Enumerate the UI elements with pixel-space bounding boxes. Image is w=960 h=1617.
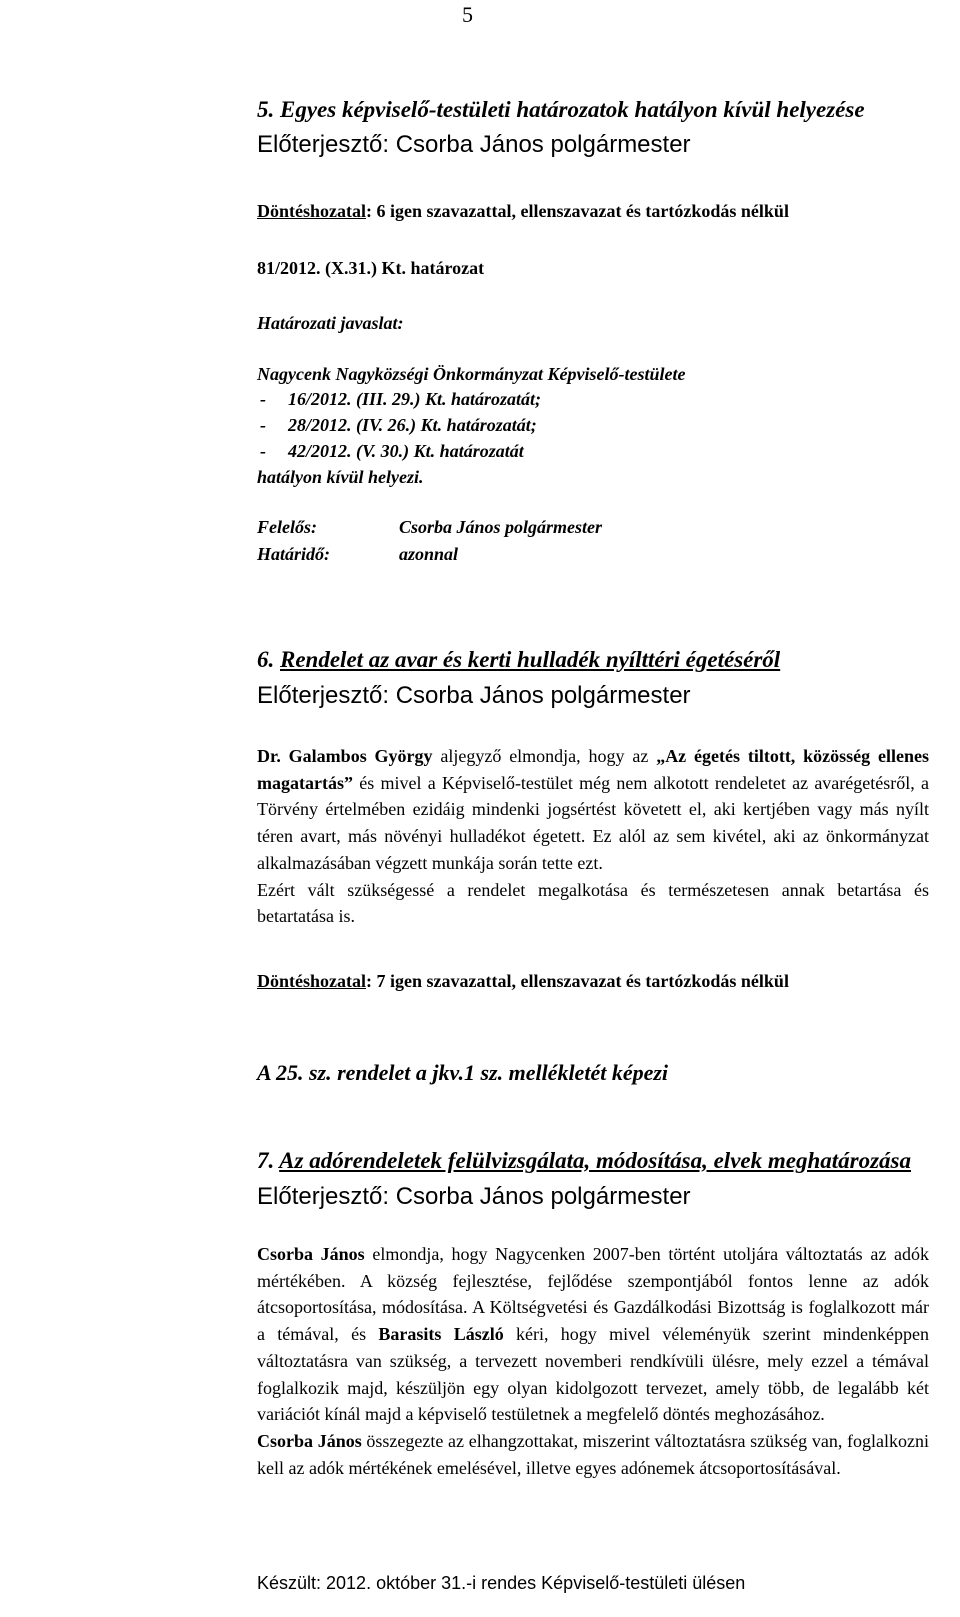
- footer: Készült: 2012. október 31.-i rendes Képviselő-testületi ülésen: [257, 1573, 746, 1593]
- speaker-name: Csorba János: [257, 1244, 365, 1264]
- quoted-statement: „Az égetés tiltott, közösség ellenes magatartás”: [257, 746, 929, 793]
- proposal-item-text: 16/2012. (III. 29.) Kt. határozatát;: [288, 389, 542, 409]
- proposal-label: Határozati javaslat:: [257, 313, 404, 333]
- proposal-item-text: 28/2012. (IV. 26.) Kt. határozatát;: [288, 415, 537, 435]
- decision-label: Döntéshozatal: [257, 201, 366, 221]
- resolution-number: 81/2012. (X.31.) Kt. határozat: [257, 258, 485, 278]
- speaker-name: Barasits László: [378, 1324, 504, 1345]
- speaker-name: Csorba János: [257, 1430, 362, 1451]
- section-6-number: 6.: [257, 647, 275, 672]
- paragraph-text-2: Ezért vált szükségessé a rendelet megalkotása és természetesen annak betartása és betartatása is.: [257, 879, 929, 927]
- decision-text: : 7 igen szavazattal, ellenszavazat és tartózkodás nélkül: [366, 971, 789, 991]
- page-number: 5: [462, 2, 473, 27]
- section-6-title: Rendelet az avar és kerti hulladék nyílttéri égetéséről: [280, 647, 781, 672]
- list-dash: -: [260, 415, 266, 435]
- proposal-item: [260, 415, 537, 436]
- section-5-presenter: Előterjesztő: Csorba János polgármester: [257, 131, 691, 158]
- section-6-presenter: Előterjesztő: Csorba János polgármester: [257, 682, 691, 709]
- deadline-value: azonnal: [399, 544, 459, 564]
- section-7-title: Az adórendeletek felülvizsgálata, módosítása, elvek meghatározása: [279, 1148, 911, 1173]
- proposal-body: Nagycenk Nagyközségi Önkormányzat Képviselő-testülete: [257, 364, 686, 384]
- section-7-heading: [257, 1148, 911, 1174]
- proposal-item: [260, 389, 541, 410]
- proposal-item: [260, 441, 524, 462]
- proposal-closing: hatályon kívül helyezi.: [257, 467, 424, 487]
- decision-label: Döntéshozatal: [257, 971, 366, 991]
- paragraph-text: aljegyző elmondja, hogy az: [432, 746, 657, 766]
- section-7-number: 7.: [257, 1148, 275, 1173]
- annex-note: A 25. sz. rendelet a jkv.1 sz. mellékletét képezi: [257, 1060, 669, 1085]
- proposal-item-text: 42/2012. (V. 30.) Kt. határozatát: [288, 441, 524, 461]
- section-5-heading: [257, 97, 865, 123]
- paragraph-text: kéri, hogy mivel véleményük szerint mindenképpen változtatásra van szükség, a tervezett novemberi rendkívüli ülésre, mely ezzel a témával foglalkozik majd, készüljön egy olyan kidolgozott tervezet, amely több, de legalább két variációt kínál majd a képviselő testületnek a megfelelő döntés meghozásához.: [257, 1324, 929, 1425]
- section-6-decision: [257, 971, 789, 992]
- responsible-label: Felelős:: [257, 517, 317, 537]
- section-7-presenter: Előterjesztő: Csorba János polgármester: [257, 1183, 691, 1210]
- paragraph-text: és mivel a Képviselő-testület még nem alkotott rendeletet az avarégetésről, a Törvény értelmében ezidáig mindenki jogsértést követett el, aki kertjében vagy más nyílt téren avart, más növényi hulladékot égetett. Ez alól az sem kivétel, aki az önkormányzat alkalmazásában végzett munkája során tette ezt.: [257, 772, 929, 873]
- section-6-paragraph: [257, 743, 929, 930]
- list-dash: -: [260, 441, 266, 461]
- section-5-title: Egyes képviselő-testületi határozatok hatályon kívül helyezése: [280, 97, 865, 122]
- section-7-paragraph: [257, 1241, 929, 1481]
- section-5-number: 5.: [257, 97, 275, 122]
- list-dash: -: [260, 389, 266, 409]
- section-6-heading: [257, 647, 780, 673]
- section-5-decision: [257, 201, 789, 222]
- decision-text: : 6 igen szavazattal, ellenszavazat és tartózkodás nélkül: [366, 201, 789, 221]
- paragraph-text: elmondja, hogy Nagycenken 2007-ben történt utoljára változtatás az adók mértékében. A község fejlesztése, fejlődése szempontjából fontos lenne az adók átcsoportosítása, módosítása. A Költségvetési és Gazdálkodási Bizottság is foglalkozott már a témával, és: [257, 1244, 929, 1345]
- speaker-name: Dr. Galambos György: [257, 746, 433, 766]
- paragraph-text: összegezte az elhangzottakat, miszerint változtatásra szükség van, foglalkozni kell az adók mértékének emelésével, illetve egyes adónemek átcsoportosításával.: [257, 1430, 929, 1478]
- responsible-value: Csorba János polgármester: [399, 517, 603, 537]
- deadline-label: Határidő:: [257, 544, 331, 564]
